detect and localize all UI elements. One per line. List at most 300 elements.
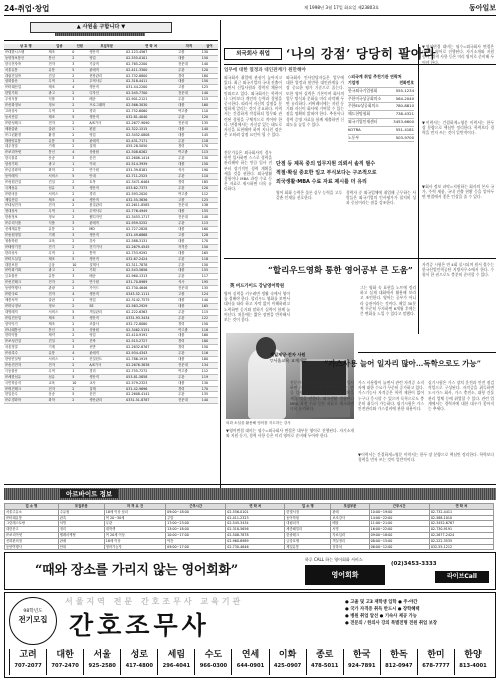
job-cell: 경력 [177, 321, 201, 327]
english-ad-brand [435, 571, 489, 583]
job-cell: 무역 [48, 368, 72, 374]
job-cell: 경력 [177, 339, 201, 345]
job-cell: 무관 [177, 173, 201, 179]
article3-body5: ▼이력서는 간결하게=영문 이력서는 한두 장 분량으로 핵심만 정리한다. 학력보다 경력을 먼저 쓰는 것이 일반적이다. [358, 452, 494, 463]
job-cell: ㈜코리아넷 [4, 150, 48, 156]
nursing-school-phone: 707-2470 [51, 663, 79, 669]
job-cell: 서울정밀 [4, 345, 48, 351]
job-cell: 1 [71, 209, 88, 215]
job-cell: 국제섬유 [4, 185, 48, 191]
job-cell: 02-3453-1717 [125, 215, 177, 221]
job-cell: 02-730-4646 [125, 286, 177, 292]
sidebar-row [348, 111, 414, 119]
job-cell: 유통 [48, 138, 72, 144]
job-cell: 02-2679-4545 [125, 244, 177, 250]
nursing-school [380, 649, 417, 675]
job-cell: 02-543-5656 [125, 268, 177, 274]
job-cell: 토목 [88, 179, 125, 185]
job-cell: MD [88, 227, 125, 233]
nursing-school-name: 한양 [464, 650, 482, 660]
job-cell: 유통 [48, 227, 72, 233]
job-cell: 기획 [88, 268, 125, 274]
article3-top-rule [358, 352, 496, 353]
part-time-cell: 대학생 [104, 527, 165, 533]
job-cell: 110 [201, 108, 218, 114]
job-cell: ㈜영진테크 [4, 386, 48, 392]
job-cell: A/S기사 [88, 120, 125, 126]
job-cell: 삼성기획 [4, 162, 48, 168]
article3-kicker-text: 제일제당·전자 사원 [270, 352, 306, 357]
job-cell: 서울유통 [4, 67, 48, 73]
job-cell: 여고졸 [177, 191, 201, 197]
job-cell: 무관 [177, 256, 201, 262]
sidebar-phone: 555-1234 [395, 87, 414, 93]
part-time-cell: 여 20~30세 [104, 515, 165, 521]
bcol-9: 연 락 처 [429, 504, 493, 510]
job-cell: 전문대 [177, 91, 201, 97]
job-cell: 경력 [177, 386, 201, 392]
job-cell: 115 [201, 150, 218, 156]
article3-kicker [270, 352, 326, 364]
job-cell: ㈜이화기획 [4, 268, 48, 274]
job-cell: 대림건설㈜ [4, 73, 48, 79]
part-time-cell: 10:00~17:00 [166, 532, 226, 538]
job-cell: 고졸 [177, 85, 201, 91]
job-cell: 2 [71, 280, 88, 286]
part-time-cell: 13:00~18:00 [166, 527, 226, 533]
job-cell: 설계 [88, 386, 125, 392]
job-cell: 053-62-7373 [125, 185, 177, 191]
nursing-school [83, 649, 120, 675]
job-cell: 통신 [48, 55, 72, 61]
part-time-cell: 02-2677-2424 [429, 532, 493, 538]
job-cell: 경리 [88, 191, 125, 197]
job-cell: 운전 [88, 156, 125, 162]
job-cell: 환경 [48, 132, 72, 138]
article3-body1: 가스 사용량이 늘면서 관련 자격증 소지자에 대한 수요가 꾸준히 증가하고 있다. 가스기능사 자격증은 학력 제한이 없어 누구나 응시할 수 있으며 독학으로도 충분히 취득이 가능하다. 필기시험은 가스 안전관리와 가스설비에 관한 내용이다. [358, 380, 424, 412]
job-cell: 영업 [88, 297, 125, 303]
job-cell: 영업 [88, 333, 125, 339]
jobs-header-bar [30, 22, 172, 33]
job-cell: 웹디자인 [88, 215, 125, 221]
job-cell: 2 [71, 386, 88, 392]
nursing-school-phone: 644-0901 [236, 663, 265, 669]
job-cell: 5 [71, 309, 88, 315]
job-cell: 동양정보통신 [4, 55, 48, 61]
job-cell: 02-901-2121 [125, 97, 177, 103]
part-time-cell: 서빙 [331, 527, 369, 533]
article1-kicker [224, 48, 282, 60]
job-cell: 운송 [48, 156, 72, 162]
job-cell: 대졸 [177, 209, 201, 215]
job-cell: 교육 [48, 380, 72, 386]
job-cell: 118 [201, 327, 218, 333]
job-cell: 180 [201, 339, 218, 345]
job-cell: 02-411-3300 [125, 67, 177, 73]
job-cell: 2 [71, 132, 88, 138]
article2-top-rule [224, 258, 496, 259]
job-cell: 고려상사 [4, 108, 48, 114]
part-time-cell: 한빛서점 [285, 509, 331, 515]
sidebar-row [348, 127, 414, 135]
job-cell: 석사 [177, 168, 201, 174]
job-cell: 세광출판 [4, 126, 48, 132]
nursing-school-phone: 707-2077 [14, 663, 42, 669]
job-cell: 134 [201, 362, 218, 368]
nursing-school-phone: 812-0947 [385, 663, 413, 669]
article3-kicker2-text: ▽서울교육 교재개발 [270, 358, 307, 363]
job-cell: ㈜새한섬유 [4, 374, 48, 380]
job-cell: 고졸 [177, 233, 201, 239]
job-cell: 02-755-7272 [125, 368, 177, 374]
job-cell: 대졸 [177, 250, 201, 256]
job-cell: 2 [71, 179, 88, 185]
job-cell: 대졸 [177, 126, 201, 132]
english-ad-sub: 하루 CALL 하는 영어회화 서비스 [305, 557, 363, 562]
job-cell: 생산직 [88, 233, 125, 239]
job-cell: 3 [71, 138, 88, 144]
part-time-cell: 금강호텔 [285, 538, 331, 544]
part-time-cell: 18세 이상 [104, 538, 165, 544]
sidebar-org: 기업명 [348, 80, 360, 85]
sidebar-row [348, 88, 414, 96]
job-cell: 생산관리 [88, 398, 125, 404]
job-cell: 3 [71, 221, 88, 227]
right-column-body3: ▼이력서는 간결하게=영문 이력서는 한두 장 분량으로 핵심만 정리한다. 학력보다 경력을 먼저 쓰는 것이 일반적이다. [422, 120, 494, 136]
part-time-cell: 02-588-1010 [429, 515, 493, 521]
nursing-school-name: 대한 [56, 650, 74, 660]
job-cell: 2 [71, 244, 88, 250]
job-cell: 제약 [48, 333, 72, 339]
masthead-rule [4, 15, 496, 16]
job-cell: 무역사무 [88, 79, 125, 85]
job-cell: 032-67-2424 [125, 256, 177, 262]
job-cell: 한솔정보 [4, 215, 48, 221]
job-cell: 생산직 [88, 315, 125, 321]
job-cell: 세종서적 [4, 297, 48, 303]
bottom-section-rule [4, 484, 496, 485]
job-cell: 2 [71, 238, 88, 244]
part-time-cell: 판촉 [58, 515, 104, 521]
article2-byline: 英 버드가이드 강남영어학원 [230, 284, 285, 289]
english-ad [4, 552, 496, 590]
job-cell: 2 [71, 286, 88, 292]
part-time-cell: 한솔테크 [285, 532, 331, 538]
job-cell: 170 [201, 144, 218, 150]
job-cell: 제조 [48, 49, 72, 55]
job-cell: 대졸 [177, 380, 201, 386]
job-cell: ㈜우리식품 [4, 221, 48, 227]
article1-deck-block [276, 160, 416, 187]
job-cell: 영업 [88, 55, 125, 61]
sidebar-row [348, 103, 414, 111]
job-cell: 자격증 [177, 244, 201, 250]
job-cell: 3 [71, 315, 88, 321]
job-cell: 교사 [88, 380, 125, 386]
job-cell: 판매직 [88, 221, 125, 227]
part-time-cell: 09:00~18:00 [369, 532, 429, 538]
nursing-school-phone: 925-2580 [88, 663, 116, 669]
sidebar-phone: 전화번호 [399, 80, 414, 85]
job-cell: 무관 [177, 97, 201, 103]
job-cell: 112 [201, 368, 218, 374]
article2-body3: 자격증 시험은 연 4회 실시되며 원서 접수는 한국산업인력공단 지방사무소에서 한다. 수험서 한 권으로도 충분히 준비할 수 있다. [422, 262, 494, 278]
job-cell: ㈜태양기전 [4, 244, 48, 250]
job-cell: 2 [71, 398, 88, 404]
article2-headline: “할리우드영화 통한 영어공부 큰 도움” [268, 266, 413, 276]
part-time-cell: 08:00~15:00 [369, 538, 429, 544]
part-time-cell: 02-508-7878 [226, 532, 285, 538]
job-cell: 유통 [48, 351, 72, 357]
masthead [4, 2, 496, 14]
job-cell: 전자 [48, 280, 72, 286]
article2-photo-caption: 외화 소설을 활용해 영어를 지도하는 강사 [226, 421, 291, 425]
jobs-top-rule [4, 40, 218, 41]
job-cell: 전기기사 [88, 244, 125, 250]
job-cell: 140 [201, 61, 218, 67]
english-ad-badge-text: 영어회화 [331, 571, 359, 579]
nursing-school [120, 649, 157, 675]
job-cell: 02-2611-8585 [125, 203, 177, 209]
job-cell: 서비스 [48, 173, 72, 179]
job-cell: 02-2677-9090 [125, 120, 177, 126]
right-column-divider [418, 44, 419, 334]
job-cell: 2 [71, 120, 88, 126]
job-cell: 2 [71, 339, 88, 345]
job-cell: 우성식품 [4, 97, 48, 103]
job-cell: ㈜미도실업 [4, 256, 48, 262]
article2-body2: 그는 영화 속 표현을 노트에 정리하고 실제 대화에서 활용해 보라고 조언한다. 영어는 공부가 아니라 습관이라는 것이다. 매일 30분씩 꾸준히 투자하면 6개월 후에는 큰 변화를 느낄 수 있다고 말했다. [360, 285, 416, 317]
job-cell: 조율사 [88, 321, 125, 327]
nursing-school-phone: 678-7777 [422, 663, 450, 669]
part-time-cell: 주말 [166, 515, 226, 521]
article3-body2: 실기시험은 가스 장치 운전과 안전 점검 작업으로 구성된다. 자격증을 취득하면 도시가스 회사, 가스 충전소, 대형 건물 관리 업체 등에 취업할 수 있다. 관련 업계에서는 경력자에 대한 대우가 좋아지는 추세다. [428, 380, 494, 412]
job-cell: 150 [201, 345, 218, 351]
job-cell: 통역 [88, 250, 125, 256]
job-cell: ㈜선진테크 [4, 280, 48, 286]
job-cell: 여고졸 [177, 108, 201, 114]
job-cell: 무관 [177, 274, 201, 280]
nursing-ad-badge-main: 전기모집 [18, 615, 48, 624]
job-cell: 02-3142-7575 [125, 297, 177, 303]
job-cell: 전기 [48, 244, 72, 250]
part-time-cell: 02-318-5656 [226, 527, 285, 533]
nursing-school-name: 수도 [204, 650, 223, 660]
job-cell: 컨설턴트 [88, 357, 125, 363]
job-cell: 대졸 [177, 333, 201, 339]
job-cell: 건설 [48, 339, 72, 345]
job-cell: 기계 [48, 345, 72, 351]
article1-deck3: 적절·확실 중요한 일고 부식보다는 구조적으로 [276, 170, 377, 176]
job-cell: 현대상사 [4, 209, 48, 215]
job-cell: 화학 [48, 398, 72, 404]
col-qualification: 자격 [177, 44, 201, 49]
job-cell: 화학 [48, 168, 72, 174]
nursing-school-phone: 425-0907 [273, 663, 302, 669]
nursing-point-2: ● 국가 자격증 취득 반드시 ● 장학혜택 [345, 607, 420, 612]
job-cell: 안내 [88, 173, 125, 179]
job-cell: 3 [71, 274, 88, 280]
job-cell: 02-2676-3838 [125, 362, 177, 368]
job-cell: 배송 [88, 274, 125, 280]
job-cell: 2 [71, 227, 88, 233]
job-cell: 2 [71, 55, 88, 61]
bcol-4: 근무시간 [166, 504, 226, 510]
job-cell: 대한보험 [4, 262, 48, 268]
job-cell: 031-42-9696 [125, 386, 177, 392]
article1-sidebar [348, 74, 414, 152]
job-cell: 무관 [177, 392, 201, 398]
job-cell: 0331-51-8787 [125, 398, 177, 404]
part-time-cell: ㈜코리아넷 [5, 532, 59, 538]
job-cell: 160 [201, 333, 218, 339]
job-cell: ㈜수경화학 [4, 398, 48, 404]
issue-date: 제 1998년 3월 17일 화요일 제23803호 [304, 5, 380, 10]
job-cell: 생산직 [88, 85, 125, 91]
job-cell: 한빛기획 [4, 91, 48, 97]
job-cell: 150 [201, 79, 218, 85]
job-cell: 통신 [48, 150, 72, 156]
part-time-cell: 야간 [166, 538, 226, 544]
part-time-cell: 상하차 [331, 544, 369, 550]
article1-kicker-text: 외국회사 취업 [236, 51, 270, 57]
job-cell: 032-72-8080 [125, 321, 177, 327]
job-cell: 115 [201, 221, 218, 227]
sidebar-row [348, 119, 414, 127]
job-cell: 서비스 [48, 309, 72, 315]
article2-body1: 영어 실력을 키우려면 생활 속에서 영어를 접해야 한다. 할리우드 영화를 보면서 대사를 따라 하고 자막 없이 이해하려고 노력하면 듣기와 말하기 실력이 함께 늘어난다. 처음에는 짧은 장면을 반복해서 보는 것이 좋다. [224, 291, 290, 323]
job-cell: 2 [71, 321, 88, 327]
col-count: 인원 [71, 44, 88, 49]
article1-deck4: 외국생활·MBA 수료 자료 제시를 더 유리 [276, 179, 367, 185]
job-cell: 제조 [48, 197, 72, 203]
job-cell: 경력 [177, 144, 201, 150]
job-cell: 금호물산 [4, 274, 48, 280]
job-cell: 생산직 [88, 197, 125, 203]
nursing-school-name: 이화 [278, 650, 297, 660]
part-time-cell: 무관 [104, 521, 165, 527]
job-cell: 정보 [48, 103, 72, 109]
article3-body4: ▼영어면접 대비는 필수=외국회사 면접은 대부분 영어로 진행된다. 자기소개와 지원 동기, 경력 사항 등은 미리 영어로 준비해 두어야 한다. [226, 428, 354, 439]
job-cell: 110 [201, 173, 218, 179]
job-cell: 유통 [48, 67, 72, 73]
sidebar-phone: 780-8810 [395, 103, 414, 109]
article1-body1: 외국회사 취업에 관심이 높아지고 있다. 최근 외국기업의 국내 진출이 늘면서 신입사원과 경력직 채용이 잇따르고 있다. 외국회사는 학력이나 나이보다 개인의 능력과 경험을 중시한다. 따라서 자신의 강점을 분명하게 알리는 것이 중요하다. 이력서는 간결하게 작성하되 업무와 관련된 경험을 구체적으로 적어야 한다. 면접에서는 자신감 있는 태도로 자신을 표현해야 하며 지나친 겸손은 오히려 감점 요인이 될 수 있다. [224, 75, 282, 138]
job-cell: ㈜보성건설 [4, 339, 48, 345]
job-cell: 180 [201, 357, 218, 363]
job-cell: 관광 [48, 286, 72, 292]
job-cell: 판매직 [88, 138, 125, 144]
job-cell: 한일운수 [4, 392, 48, 398]
job-cell: 3 [71, 156, 88, 162]
job-cell: 02-2632-6767 [125, 345, 177, 351]
job-cell: 02-311-7878 [125, 262, 177, 268]
bcol-6: 업 소 명 [285, 504, 331, 510]
job-cell: 180 [201, 73, 218, 79]
job-cell: 건축 [88, 339, 125, 345]
job-cell: ㈜일진산업 [4, 315, 48, 321]
part-time-cell: 정리 [58, 527, 104, 533]
job-cell: 섬유 [48, 185, 72, 191]
job-cell: 032-55-3636 [125, 197, 177, 203]
nursing-school [9, 649, 46, 675]
job-cell: ㈜동원정밀 [4, 233, 48, 239]
part-time-cell: 02-545-3434 [226, 521, 285, 527]
job-cell: 02-563-2929 [125, 303, 177, 309]
job-cell: 전문대 [177, 398, 201, 404]
sidebar-org: 주한EU상공회의소 [348, 103, 379, 109]
job-cell: 통신 [48, 327, 72, 333]
job-cell: 130 [201, 156, 218, 162]
job-cell: 전문대 [177, 215, 201, 221]
nursing-school [194, 649, 231, 675]
part-time-cell: 02-960-8989 [226, 538, 285, 544]
nursing-school [269, 649, 306, 675]
job-cell: 금융 [48, 262, 72, 268]
job-cell: 135 [201, 392, 218, 398]
job-cell: 1 [71, 250, 88, 256]
job-cell: 판매직 [88, 67, 125, 73]
job-cell: 가이드 [88, 286, 125, 292]
bcol-2: 모집부문 [58, 504, 104, 510]
job-cell: 2 [71, 168, 88, 174]
job-cell: ㈜대한시스템 [4, 49, 48, 55]
job-cell: 130 [201, 380, 218, 386]
job-cell: 무관 [177, 114, 201, 120]
job-cell: 170 [201, 386, 218, 392]
job-cell: 115 [201, 309, 218, 315]
job-cell: 02-752-6060 [125, 108, 177, 114]
job-cell: 고졸 [177, 49, 201, 55]
job-cell: 경력 [177, 73, 201, 79]
sidebar-phone: 503-9700 [395, 134, 414, 140]
job-cell: 청솔학원 [4, 238, 48, 244]
nursing-school-name: 한미 [427, 650, 445, 660]
job-cell: 031-49-6868 [125, 233, 177, 239]
part-time-cell: 동양여행사 [5, 544, 59, 550]
job-cell: 3 [71, 97, 88, 103]
part-time-cell: ㈜미래유통 [5, 515, 59, 521]
job-cell: 전자 [48, 61, 72, 67]
job-cell: 135 [201, 286, 218, 292]
nursing-school [46, 649, 83, 675]
job-cell: 140 [201, 297, 218, 303]
part-time-cell: 06:00~12:00 [369, 544, 429, 550]
job-cell: 삼익악기 [4, 321, 48, 327]
part-time-cell: 서빙 [58, 521, 104, 527]
job-cell: 무관 [177, 138, 201, 144]
job-cell: 02-934-4343 [125, 351, 177, 357]
left-column-divider [220, 20, 221, 496]
part-time-cell: 02-411-2323 [226, 515, 285, 521]
part-time-cell: 02-556-0101 [226, 509, 285, 515]
job-cell: 판매직 [88, 351, 125, 357]
job-cell: 경력 [177, 345, 201, 351]
job-cell: 140 [201, 91, 218, 97]
bcol-8: 근무시간 [369, 504, 429, 510]
job-cell: 115 [201, 97, 218, 103]
sidebar-org: 한국외국기업협회 [348, 87, 378, 93]
sidebar-contact-list [348, 80, 414, 142]
part-time-cell: 09:00~17:00 [166, 544, 226, 550]
nursing-school-phone: 966-0300 [199, 663, 228, 669]
job-cell: 02-776-4949 [125, 209, 177, 215]
job-cell: 설계사 [88, 262, 125, 268]
part-time-cell: 032-55-1212 [429, 544, 493, 550]
job-cell: 150 [201, 244, 218, 250]
part-time-cell: 02-730-9191 [429, 527, 493, 533]
part-time-cell: 보조강사 [331, 515, 369, 521]
